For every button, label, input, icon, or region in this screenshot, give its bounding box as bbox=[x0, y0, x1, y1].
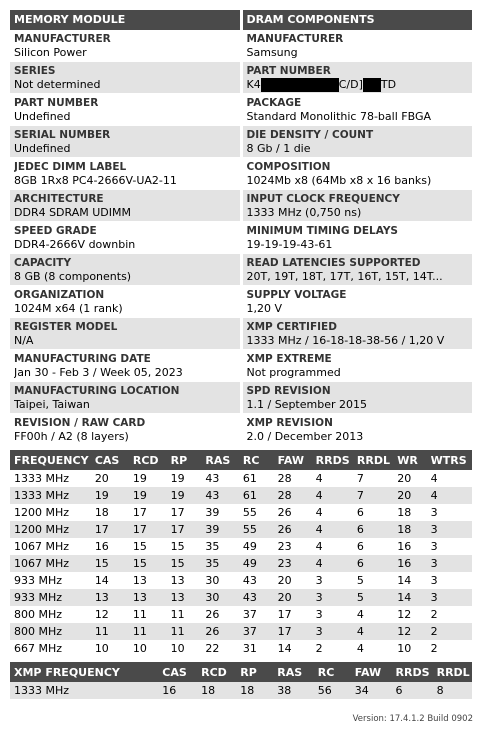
timing-cell: 61 bbox=[242, 472, 257, 485]
field-label: READ LATENCIES SUPPORTED bbox=[246, 257, 421, 269]
field-label: JEDEC DIMM LABEL bbox=[14, 161, 127, 173]
timing-cell: 43 bbox=[239, 589, 274, 606]
info-field bbox=[243, 94, 473, 126]
info-field bbox=[243, 158, 473, 190]
column-header: FREQUENCY bbox=[10, 450, 91, 470]
timing-cell: 26 bbox=[205, 608, 220, 621]
timing-cell: 23 bbox=[277, 540, 292, 553]
timing-cell: 6 bbox=[356, 540, 364, 553]
timing-cell: 20 bbox=[393, 487, 426, 504]
timing-row bbox=[10, 589, 472, 606]
timing-row bbox=[10, 572, 472, 589]
dram-components-rows bbox=[243, 30, 473, 446]
field-value: Taipei, Taiwan bbox=[14, 398, 90, 411]
field-value: Silicon Power bbox=[14, 46, 87, 59]
timing-cell: 19 bbox=[129, 487, 167, 504]
field-value: Jan 30 - Feb 3 / Week 05, 2023 bbox=[14, 366, 183, 379]
field-label: SPEED GRADE bbox=[14, 225, 97, 237]
timing-cell: 20 bbox=[94, 472, 109, 485]
part-number-middle: C/D] bbox=[338, 78, 363, 91]
timing-cell: 3 bbox=[430, 506, 438, 519]
field-value: DDR4-2666V downbin bbox=[14, 238, 136, 251]
field-label: SPD REVISION bbox=[246, 385, 331, 397]
timing-cell: 4 bbox=[315, 472, 323, 485]
timing-row bbox=[10, 487, 472, 504]
timing-cell: 2 bbox=[427, 623, 472, 640]
timing-cell: 37 bbox=[242, 608, 257, 621]
timing-cell: 10 bbox=[132, 642, 147, 655]
info-field bbox=[10, 158, 240, 190]
timing-cell: 26 bbox=[274, 521, 312, 538]
timing-cell: 4 bbox=[430, 472, 438, 485]
timing-cell: 3 bbox=[312, 589, 353, 606]
field-value: 1333 MHz / 16-18-18-38-56 / 1,20 V bbox=[246, 334, 445, 347]
timing-cell: 2 bbox=[430, 608, 438, 621]
info-field bbox=[243, 318, 473, 350]
timing-cell: 14 bbox=[94, 574, 109, 587]
field-label: XMP CERTIFIED bbox=[246, 321, 337, 333]
timing-cell: 933 MHz bbox=[14, 574, 63, 587]
dram-components-header: DRAM COMPONENTS bbox=[243, 10, 473, 30]
column-header: WR bbox=[393, 450, 426, 470]
field-label: MINIMUM TIMING DELAYS bbox=[246, 225, 398, 237]
timing-cell: 11 bbox=[132, 608, 147, 621]
timing-cell: 18 bbox=[393, 521, 426, 538]
info-field bbox=[243, 414, 473, 446]
field-label: MANUFACTURER bbox=[14, 33, 111, 45]
column-header: RP bbox=[236, 662, 273, 682]
timing-cell: 15 bbox=[129, 555, 167, 572]
field-value: 20T, 19T, 18T, 17T, 16T, 15T, 14T... bbox=[246, 270, 443, 283]
timing-row bbox=[10, 623, 472, 640]
column-header: RAS bbox=[273, 662, 313, 682]
part-number-prefix: K4 bbox=[246, 78, 261, 91]
timing-cell: 4 bbox=[315, 540, 323, 553]
xmp-body bbox=[10, 682, 472, 699]
timing-cell: 4 bbox=[427, 487, 472, 504]
timing-cell: 10 bbox=[397, 642, 412, 655]
timing-cell: 1200 MHz bbox=[14, 506, 70, 519]
xmp-cell: 18 bbox=[197, 682, 236, 699]
timing-cell: 39 bbox=[205, 506, 220, 519]
timing-cell: 17 bbox=[170, 506, 185, 519]
timing-cell: 17 bbox=[132, 506, 147, 519]
timing-cell: 800 MHz bbox=[10, 623, 91, 640]
timing-cell: 933 MHz bbox=[10, 589, 91, 606]
field-label: SERIAL NUMBER bbox=[14, 129, 111, 141]
column-header: RCD bbox=[197, 662, 236, 682]
timing-cell: 3 bbox=[430, 574, 438, 587]
field-label: PART NUMBER bbox=[14, 97, 99, 109]
field-label: PART NUMBER bbox=[246, 65, 331, 77]
timing-row bbox=[10, 538, 472, 555]
timing-row bbox=[10, 504, 472, 521]
timing-cell: 13 bbox=[132, 574, 147, 587]
column-header: RP bbox=[167, 450, 202, 470]
timing-cell: 4 bbox=[312, 555, 353, 572]
timing-cell: 4 bbox=[353, 623, 393, 640]
field-value: Not determined bbox=[14, 78, 101, 91]
field-label: SERIES bbox=[14, 65, 56, 77]
field-value: Not programmed bbox=[246, 366, 341, 379]
xmp-cell: 1333 MHz bbox=[10, 682, 158, 699]
timing-cell: 3 bbox=[315, 608, 323, 621]
field-value: Standard Monolithic 78-ball FBGA bbox=[246, 110, 431, 123]
timing-cell: 3 bbox=[427, 555, 472, 572]
field-label: ARCHITECTURE bbox=[14, 193, 104, 205]
info-field bbox=[243, 126, 473, 158]
field-value: 1333 MHz (0,750 ns) bbox=[246, 206, 362, 219]
xmp-cell: 18 bbox=[236, 682, 273, 699]
info-field bbox=[243, 382, 473, 414]
timing-cell: 3 bbox=[430, 540, 438, 553]
timing-cell: 4 bbox=[356, 642, 364, 655]
memory-module-rows bbox=[10, 30, 240, 446]
field-value: N/A bbox=[14, 334, 34, 347]
timing-cell: 3 bbox=[315, 574, 323, 587]
timing-cell: 26 bbox=[201, 623, 239, 640]
field-value: 1.1 / September 2015 bbox=[246, 398, 367, 411]
timing-cell: 37 bbox=[239, 623, 274, 640]
column-header: CAS bbox=[91, 450, 129, 470]
timing-cell: 20 bbox=[277, 574, 292, 587]
timing-table bbox=[10, 450, 472, 657]
timing-cell: 1333 MHz bbox=[10, 487, 91, 504]
xmp-cell: 6 bbox=[392, 682, 433, 699]
timing-row bbox=[10, 521, 472, 538]
timing-cell: 43 bbox=[205, 472, 220, 485]
timing-cell: 19 bbox=[167, 487, 202, 504]
timing-cell: 11 bbox=[170, 608, 185, 621]
info-field bbox=[10, 190, 240, 222]
timing-cell: 10 bbox=[170, 642, 185, 655]
info-field bbox=[10, 126, 240, 158]
timing-cell: 6 bbox=[353, 521, 393, 538]
field-label: CAPACITY bbox=[14, 257, 72, 269]
timing-cell: 3 bbox=[427, 521, 472, 538]
timing-cell: 23 bbox=[274, 555, 312, 572]
xmp-header-row bbox=[10, 662, 472, 682]
timing-cell: 16 bbox=[94, 540, 109, 553]
column-header: RRDL bbox=[433, 662, 472, 682]
info-field bbox=[10, 254, 240, 286]
timing-cell: 4 bbox=[315, 506, 323, 519]
timing-cell: 35 bbox=[201, 555, 239, 572]
field-value: 1,20 V bbox=[246, 302, 283, 315]
column-header: RRDS bbox=[312, 450, 353, 470]
timing-cell: 19 bbox=[91, 487, 129, 504]
info-field bbox=[243, 190, 473, 222]
info-field bbox=[243, 350, 473, 382]
field-label: XMP REVISION bbox=[246, 417, 333, 429]
timing-cell: 5 bbox=[356, 574, 364, 587]
timing-header-row bbox=[10, 450, 472, 470]
field-value: 1024Mb x8 (64Mb x8 x 16 banks) bbox=[246, 174, 432, 187]
timing-cell: 15 bbox=[132, 540, 147, 553]
field-label: MANUFACTURING LOCATION bbox=[14, 385, 180, 397]
timing-cell: 18 bbox=[397, 506, 412, 519]
field-label: REVISION / RAW CARD bbox=[14, 417, 146, 429]
timing-cell: 13 bbox=[129, 589, 167, 606]
timing-cell: 14 bbox=[277, 642, 292, 655]
timing-cell: 31 bbox=[242, 642, 257, 655]
timing-cell: 20 bbox=[274, 589, 312, 606]
timing-cell: 1333 MHz bbox=[14, 472, 70, 485]
column-header: RRDS bbox=[392, 662, 433, 682]
field-label: SUPPLY VOLTAGE bbox=[246, 289, 347, 301]
info-columns bbox=[10, 10, 472, 446]
field-label: MANUFACTURING DATE bbox=[14, 353, 151, 365]
info-field bbox=[10, 62, 240, 94]
timing-cell: 13 bbox=[91, 589, 129, 606]
column-header: CAS bbox=[158, 662, 197, 682]
info-field bbox=[10, 414, 240, 446]
timing-cell: 15 bbox=[91, 555, 129, 572]
dram-components-panel bbox=[243, 10, 473, 446]
field-value: FF00h / A2 (8 layers) bbox=[14, 430, 129, 443]
field-value: 8GB 1Rx8 PC4-2666V-UA2-11 bbox=[14, 174, 177, 187]
xmp-cell: 34 bbox=[351, 682, 392, 699]
timing-cell: 18 bbox=[94, 506, 109, 519]
info-field bbox=[243, 286, 473, 318]
timing-cell: 3 bbox=[312, 623, 353, 640]
timing-cell: 6 bbox=[353, 555, 393, 572]
timing-cell: 6 bbox=[356, 506, 364, 519]
timing-cell: 12 bbox=[397, 608, 412, 621]
timing-cell: 35 bbox=[205, 540, 220, 553]
field-label: INPUT CLOCK FREQUENCY bbox=[246, 193, 400, 205]
timing-cell: 11 bbox=[167, 623, 202, 640]
timing-cell: 800 MHz bbox=[14, 608, 63, 621]
xmp-cell: 8 bbox=[433, 682, 472, 699]
timing-cell: 17 bbox=[277, 608, 292, 621]
column-header: RC bbox=[314, 662, 351, 682]
field-value: Samsung bbox=[246, 46, 298, 59]
field-value: Undefined bbox=[14, 110, 71, 123]
spd-report bbox=[10, 10, 472, 699]
timing-row bbox=[10, 555, 472, 572]
timing-cell: 43 bbox=[201, 487, 239, 504]
timing-cell: 1067 MHz bbox=[10, 555, 91, 572]
field-label: XMP EXTREME bbox=[246, 353, 332, 365]
field-label: ORGANIZATION bbox=[14, 289, 105, 301]
timing-cell: 17 bbox=[91, 521, 129, 538]
timing-cell: 30 bbox=[201, 589, 239, 606]
timing-cell: 12 bbox=[393, 623, 426, 640]
timing-cell: 30 bbox=[205, 574, 220, 587]
timing-cell: 17 bbox=[274, 623, 312, 640]
timing-cell: 4 bbox=[312, 521, 353, 538]
info-field bbox=[243, 62, 473, 94]
timing-cell: 39 bbox=[201, 521, 239, 538]
timing-cell: 10 bbox=[94, 642, 109, 655]
part-number-suffix: TD bbox=[380, 78, 397, 91]
timing-cell: 14 bbox=[393, 589, 426, 606]
timing-cell: 1067 MHz bbox=[14, 540, 70, 553]
info-field bbox=[243, 222, 473, 254]
info-field bbox=[243, 30, 473, 62]
timing-cell: 28 bbox=[277, 472, 292, 485]
timing-cell: 667 MHz bbox=[14, 642, 63, 655]
timing-cell: 14 bbox=[397, 574, 412, 587]
column-header: RCD bbox=[129, 450, 167, 470]
field-label: COMPOSITION bbox=[246, 161, 331, 173]
info-field bbox=[10, 318, 240, 350]
memory-module-header: MEMORY MODULE bbox=[10, 10, 240, 30]
timing-cell: 1200 MHz bbox=[10, 521, 91, 538]
info-field bbox=[10, 286, 240, 318]
field-value bbox=[247, 78, 469, 92]
xmp-table bbox=[10, 662, 472, 699]
info-field bbox=[10, 30, 240, 62]
column-header: RRDL bbox=[353, 450, 393, 470]
version-label: Version: 17.4.1.2 Build 0902 bbox=[352, 714, 473, 724]
timing-cell: 11 bbox=[129, 623, 167, 640]
timing-cell: 28 bbox=[274, 487, 312, 504]
field-value: 2.0 / December 2013 bbox=[246, 430, 364, 443]
column-header: FAW bbox=[351, 662, 392, 682]
field-label: PACKAGE bbox=[246, 97, 302, 109]
timing-cell: 7 bbox=[356, 472, 364, 485]
field-value: 8 GB (8 components) bbox=[14, 270, 132, 283]
timing-cell: 16 bbox=[393, 555, 426, 572]
timing-row bbox=[10, 640, 472, 657]
memory-module-panel bbox=[10, 10, 240, 446]
timing-row bbox=[10, 606, 472, 623]
timing-cell: 5 bbox=[353, 589, 393, 606]
timing-cell: 15 bbox=[167, 555, 202, 572]
info-field bbox=[10, 382, 240, 414]
column-header: WTRS bbox=[427, 450, 472, 470]
timing-cell: 19 bbox=[170, 472, 185, 485]
timing-cell: 16 bbox=[397, 540, 412, 553]
redaction-block bbox=[261, 78, 339, 92]
xmp-cell: 38 bbox=[273, 682, 313, 699]
timing-cell: 7 bbox=[353, 487, 393, 504]
timing-cell: 49 bbox=[242, 540, 257, 553]
column-header: XMP FREQUENCY bbox=[10, 662, 158, 682]
timing-cell: 4 bbox=[356, 608, 364, 621]
field-value: 1024M x64 (1 rank) bbox=[14, 302, 123, 315]
timing-cell: 17 bbox=[167, 521, 202, 538]
xmp-row bbox=[10, 682, 472, 699]
column-header: RC bbox=[239, 450, 274, 470]
field-value: DDR4 SDRAM UDIMM bbox=[14, 206, 131, 219]
timing-cell: 2 bbox=[430, 642, 438, 655]
timing-cell: 55 bbox=[239, 521, 274, 538]
timing-cell: 15 bbox=[170, 540, 185, 553]
info-field bbox=[10, 350, 240, 382]
timing-cell: 26 bbox=[277, 506, 292, 519]
info-field bbox=[10, 94, 240, 126]
redaction-block bbox=[363, 78, 381, 92]
info-field bbox=[243, 254, 473, 286]
column-header: RAS bbox=[201, 450, 239, 470]
timing-cell: 20 bbox=[397, 472, 412, 485]
field-value: 8 Gb / 1 die bbox=[246, 142, 311, 155]
timing-cell: 17 bbox=[129, 521, 167, 538]
timing-cell: 4 bbox=[312, 487, 353, 504]
timing-cell: 13 bbox=[170, 574, 185, 587]
timing-cell: 12 bbox=[94, 608, 109, 621]
timing-cell: 43 bbox=[242, 574, 257, 587]
field-label: MANUFACTURER bbox=[246, 33, 344, 45]
timing-cell: 61 bbox=[239, 487, 274, 504]
xmp-cell: 56 bbox=[314, 682, 351, 699]
info-field bbox=[10, 222, 240, 254]
timing-cell: 13 bbox=[167, 589, 202, 606]
timing-cell: 11 bbox=[91, 623, 129, 640]
timing-cell: 49 bbox=[239, 555, 274, 572]
timing-row bbox=[10, 470, 472, 487]
timing-cell: 22 bbox=[205, 642, 220, 655]
field-label: REGISTER MODEL bbox=[14, 321, 118, 333]
field-value: Undefined bbox=[14, 142, 71, 155]
timing-cell: 3 bbox=[427, 589, 472, 606]
column-header: FAW bbox=[274, 450, 312, 470]
timing-cell: 2 bbox=[315, 642, 323, 655]
field-label: DIE DENSITY / COUNT bbox=[246, 129, 374, 141]
timing-cell: 55 bbox=[242, 506, 257, 519]
field-value: 19-19-19-43-61 bbox=[246, 238, 333, 251]
xmp-cell: 16 bbox=[158, 682, 197, 699]
timing-body bbox=[10, 470, 472, 657]
timing-cell: 19 bbox=[132, 472, 147, 485]
